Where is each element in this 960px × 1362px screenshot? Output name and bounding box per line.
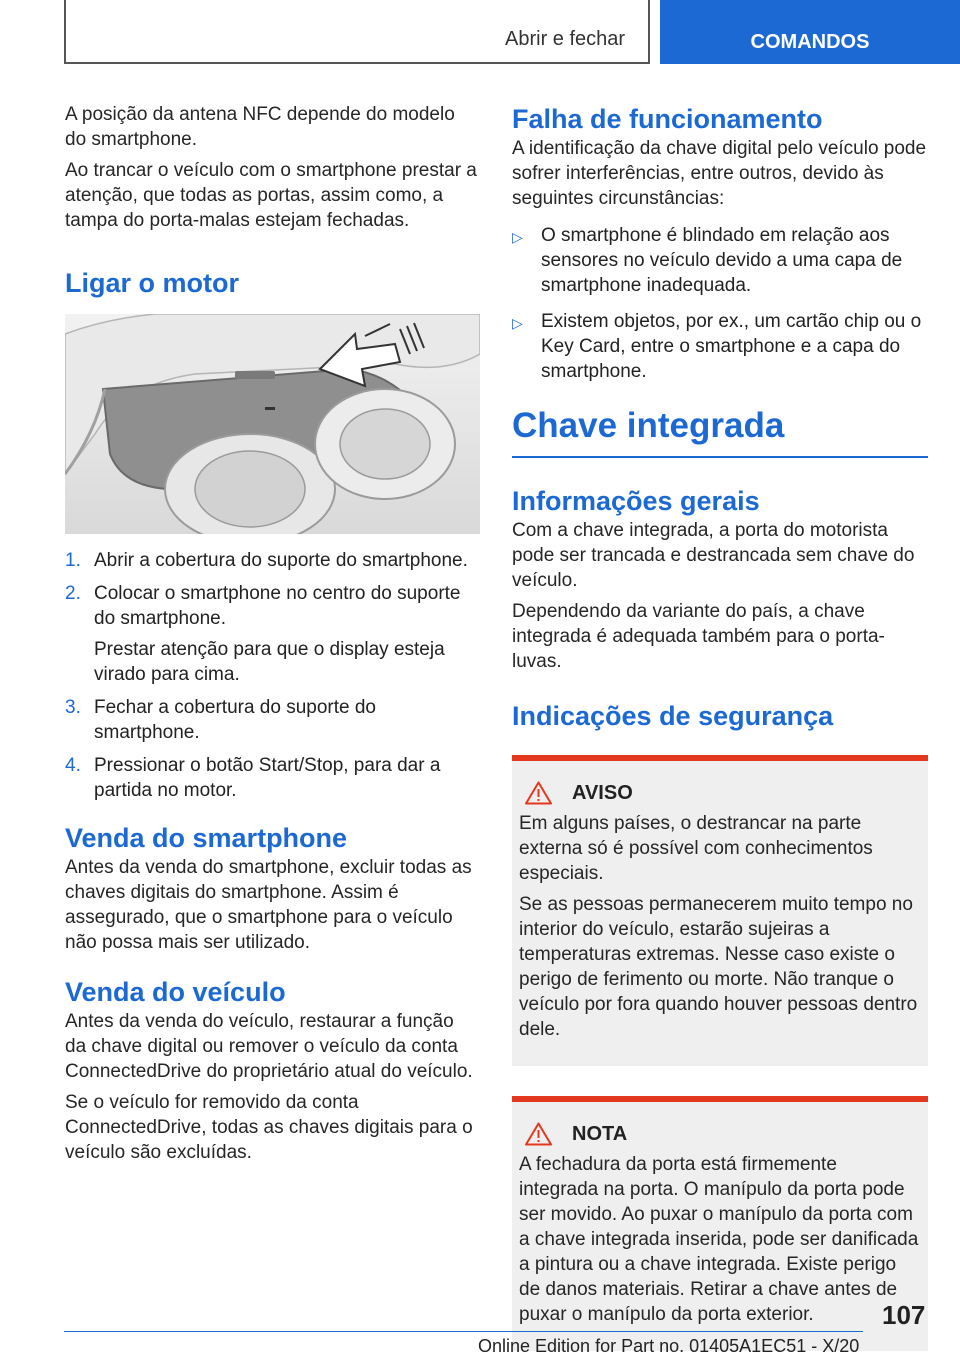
venda-veiculo-text-1: Antes da venda do veículo, restaurar a função da chave digital ou remover o veículo da conta ConnectedDrive do proprietário atual do veículo. xyxy=(65,1011,473,1082)
smartphone-holder-illustration xyxy=(65,314,480,534)
intro-paragraph-2: Ao trancar o veículo com o smartphone prestar a atenção, que todas as portas, assim como, a tampa do porta-malas estejam fechadas. xyxy=(65,160,477,231)
step-text: Fechar a cobertura do suporte do smartphone. xyxy=(94,697,377,743)
nota-text-1: A fechadura da porta está firmemente integrada na porta. O manípulo da porta pode ser movido. Ao puxar o manípulo da porta com a chave integrada inserida, pode ser danificada a pintura ou a chave integrada. Existe perigo de danos materiais. Retirar a chave antes de puxar o manípulo da porta exterior. xyxy=(519,1154,919,1325)
step-number: 2. xyxy=(65,583,81,604)
info-text-1: Com a chave integrada, a porta do motorista pode ser trancada e destrancada sem chave do veículo. xyxy=(512,520,915,591)
section-divider xyxy=(512,456,928,458)
bullet-text: Existem objetos, por ex., um cartão chip ou o Key Card, entre o smartphone e a capa do smartphone. xyxy=(541,311,922,382)
info-text-2: Dependendo da variante do país, a chave integrada é adequada também para o porta-luvas. xyxy=(512,601,885,672)
nota-title: NOTA xyxy=(572,1122,628,1145)
nota-box xyxy=(512,1096,928,1351)
nota-header xyxy=(519,1122,920,1146)
header-section-title: Abrir e fechar xyxy=(505,28,626,50)
right-column xyxy=(512,102,928,1351)
list-item xyxy=(65,548,480,573)
list-item xyxy=(65,581,480,687)
step-text: Pressionar o botão Start/Stop, para dar a partida no motor. xyxy=(94,755,441,801)
aviso-box xyxy=(512,755,928,1066)
footer-edition: Online Edition for Part no. 01405A1EC51 - X/20 xyxy=(478,1336,860,1356)
smartphone-holder-icon xyxy=(65,314,480,534)
page-number: 107 xyxy=(882,1300,926,1330)
list-item xyxy=(512,223,928,298)
triangle-bullet-icon: ▷ xyxy=(512,315,523,331)
intro-paragraph-1: A posição da antena NFC depende do modelo do smartphone. xyxy=(65,104,455,150)
step-number: 3. xyxy=(65,697,81,718)
list-item xyxy=(512,309,928,384)
heading-venda-smartphone: Venda do smartphone xyxy=(65,823,348,853)
heading-chave-integrada: Chave integrada xyxy=(512,406,785,445)
step-subtext: Prestar atenção para que o display esteja virado para cima. xyxy=(94,639,445,685)
footer-divider xyxy=(64,1331,863,1332)
falha-text: A identificação da chave digital pelo veículo pode sofrer interferências, entre outros, devido às seguintes circunstâncias: xyxy=(512,138,927,209)
left-column xyxy=(65,102,480,1171)
step-text: Colocar o smartphone no centro do suporte do smartphone. xyxy=(94,583,461,629)
heading-seguranca: Indicações de segurança xyxy=(512,701,834,731)
step-number: 1. xyxy=(65,550,81,571)
aviso-header xyxy=(519,781,920,805)
heading-informacoes-gerais: Informações gerais xyxy=(512,486,760,516)
warning-triangle-icon xyxy=(525,781,552,805)
list-item xyxy=(65,753,480,803)
triangle-bullet-icon: ▷ xyxy=(512,229,523,245)
aviso-text-1: Em alguns países, o destrancar na parte externa só é possível com conhecimentos especiais. xyxy=(519,813,873,884)
heading-ligar-motor: Ligar o motor xyxy=(65,268,239,298)
venda-smartphone-text: Antes da venda do smartphone, excluir todas as chaves digitais do smartphone. Assim é assegurado, que o smartphone para o veículo não possa mais ser utilizado. xyxy=(65,857,472,953)
heading-falha: Falha de funcionamento xyxy=(512,104,823,134)
aviso-title: AVISO xyxy=(572,781,633,804)
list-item xyxy=(65,695,480,745)
step-text: Abrir a cobertura do suporte do smartphone. xyxy=(94,550,468,571)
aviso-text-2: Se as pessoas permanecerem muito tempo no interior do veículo, estarão sujeiras a temperaturas extremas. Nesse caso existe o perigo de ferimento ou morte. Não tranque o veículo por fora quando houver pessoas dentro dele. xyxy=(519,894,918,1040)
step-number: 4. xyxy=(65,755,81,776)
falha-bullet-list xyxy=(512,223,928,384)
header-chapter-tab: COMANDOS xyxy=(660,0,960,64)
heading-venda-veiculo: Venda do veículo xyxy=(65,977,286,1007)
start-steps-list xyxy=(65,548,480,803)
warning-triangle-icon xyxy=(525,1122,552,1146)
venda-veiculo-text-2: Se o veículo for removido da conta ConnectedDrive, todas as chaves digitais para o veículo são excluídas. xyxy=(65,1092,473,1163)
bullet-text: O smartphone é blindado em relação aos sensores no veículo devido a uma capa de smartphone inadequada. xyxy=(541,225,903,296)
